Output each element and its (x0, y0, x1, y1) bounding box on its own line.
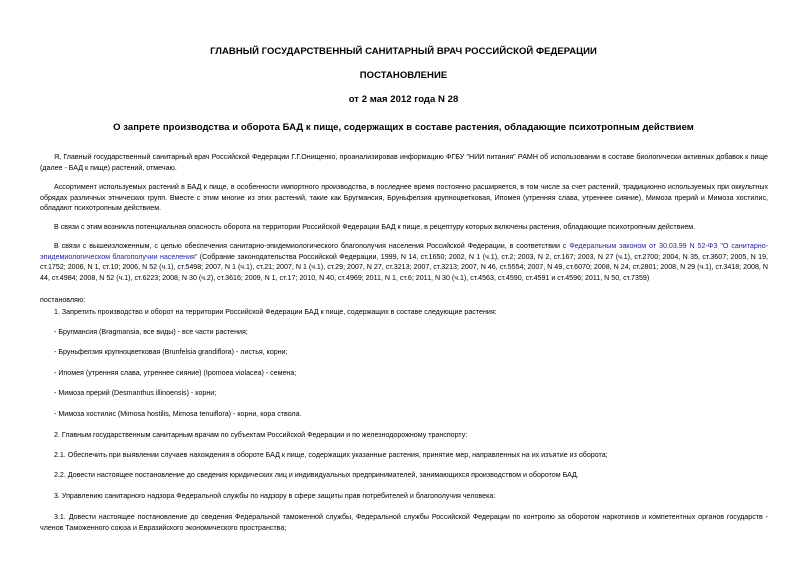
legal-basis-text-before: В связи с вышеизложенным, с целью обеспечения санитарно-эпидемиологического благополучия населения Российской Федерации, в соответствии с (54, 242, 570, 250)
federal-law-link[interactable]: Федеральным законом от 30.03.99 N 52-ФЗ "О санитарно-эпидемиологическом благополучии населения" (40, 242, 768, 261)
legal-basis-text-after: (Собрание законодательства Российской Федерации, 1999, N 14, ст.1650; 2002, N 1 (ч.1), ст.2; 2003, N 2, ст.167; 2003, N 27 (ч.1), ст.2700; 2004, N 35, ст.3607; 2005, N 19, ст.1752; 2006, N 1, ст.10; 2006, N 52 (ч.1), ст.5498; 2007, N 1 (ч.1), ст.21; 2007, N 1 (ч.1), ст.29; 2007, N 27, ст.3213; 2007, ст.3213; 2007, N 46, ст.5554; 2007, N 49, ст.6070; 2008, N 24, ст.2801; 2008, N 29 (ч.1), ст.3418; 2008, N 44, ст.4984; 2008, N 52 (ч.1), ст.6223; 2008, N 30 (ч.2), ст.3616; 2009, N 1, ст.17; 2010, N 40, ст.4969; 2011, N 1, ст.6; 2011, N 30 (ч.1), ст.4563, ст.4590, ст.4591 и ст.4596; 2011, N 50, ст.7359) (40, 252, 768, 283)
issuing-authority: ГЛАВНЫЙ ГОСУДАРСТВЕННЫЙ САНИТАРНЫЙ ВРАЧ РОССИЙСКОЙ ФЕДЕРАЦИИ (210, 46, 597, 57)
item-1-ipomoea: - Ипомея (утренняя слава, утреннее сияние) (Ipomoea violacea) - семена; (54, 369, 297, 377)
document-title: О запрете производства и оборота БАД к пище, содержащих в составе растения, обладающие психотропным действием (113, 122, 694, 133)
item-1-brunfelsia: - Бруньфелзия крупноцветковая (Brunfelsia grandiflora) - листья, корни; (54, 348, 288, 356)
item-1-brugmansia: - Бругмансия (Bragmansia, все виды) - все части растения; (54, 328, 248, 336)
item-1: 1. Запретить производство и оборот на территории Российской Федерации БАД к пище, содержащих в составе следующие растения: (54, 308, 497, 316)
item-1-desmanthus: - Мимоза прерий (Desmanthus illinoensis) - корни; (54, 389, 217, 397)
paragraph-intro: Я, Главный государственный санитарный врач Российской Федерации Г.Г.Онищенко, проанализировав информацию ФГБУ "НИИ питания" РАМН об использовании в составе биологически активных добавок к пище (далее - БАД к пище) растений, отмечаю. (40, 153, 768, 172)
paragraph-danger: В связи с этим возникла потенциальная опасность оборота на территории Российской Федерации БАД к пище, в рецептуру которых включены растения, обладающие психотропным действием. (54, 223, 696, 231)
item-2-1: 2.1. Обеспечить при выявлении случаев нахождения в обороте БАД к пище, содержащих указанные растения, принятие мер, направленных на их изъятие из оборота; (54, 451, 608, 459)
decree-word: постановляю: (40, 296, 86, 304)
item-2: 2. Главным государственным санитарным врачам по субъектам Российской Федерации и по железнодорожному транспорту: (54, 431, 468, 439)
item-3: 3. Управлению санитарного надзора Федеральной службы по надзору в сфере защиты прав потребителей и благополучия человека: (54, 492, 496, 500)
paragraph-assortment: Ассортимент используемых растений в БАД к пище, в особенности импортного производства, в последнее время постоянно расширяется, в том числе за счет растений, традиционно используемых при оккультных обрядах различных этнических групп. Вместе с этим многие из этих растений, такие как Бругмансия, Бруньфелзия крупноцветковая, Ипомея (утренняя слава, утреннее сияние), Мимоза прерий и Мимоза хостилис, обладают психотропным действием. (40, 183, 768, 213)
document-type: ПОСТАНОВЛЕНИЕ (359, 70, 448, 81)
item-2-2: 2.2. Довести настоящее постановление до сведения юридических лиц и индивидуальных предпринимателей, занимающихся производством и оборотом БАД. (54, 471, 579, 479)
document-date-number: от 2 мая 2012 года N 28 (348, 94, 459, 105)
item-1-mimosa-hostilis: - Мимоза хостилис (Mimosa hostilis, Mimosa tenuiflora) - корни, кора ствола. (54, 410, 302, 418)
item-3-1: 3.1. Довести настоящее постановление до сведения Федеральной таможенной службы, Федеральной службы Российской Федерации по контролю за оборотом наркотиков и компетентных органов государств - членов Таможенного союза и Евразийского экономического пространства; (40, 513, 768, 532)
paragraph-legal-basis (40, 241, 768, 284)
